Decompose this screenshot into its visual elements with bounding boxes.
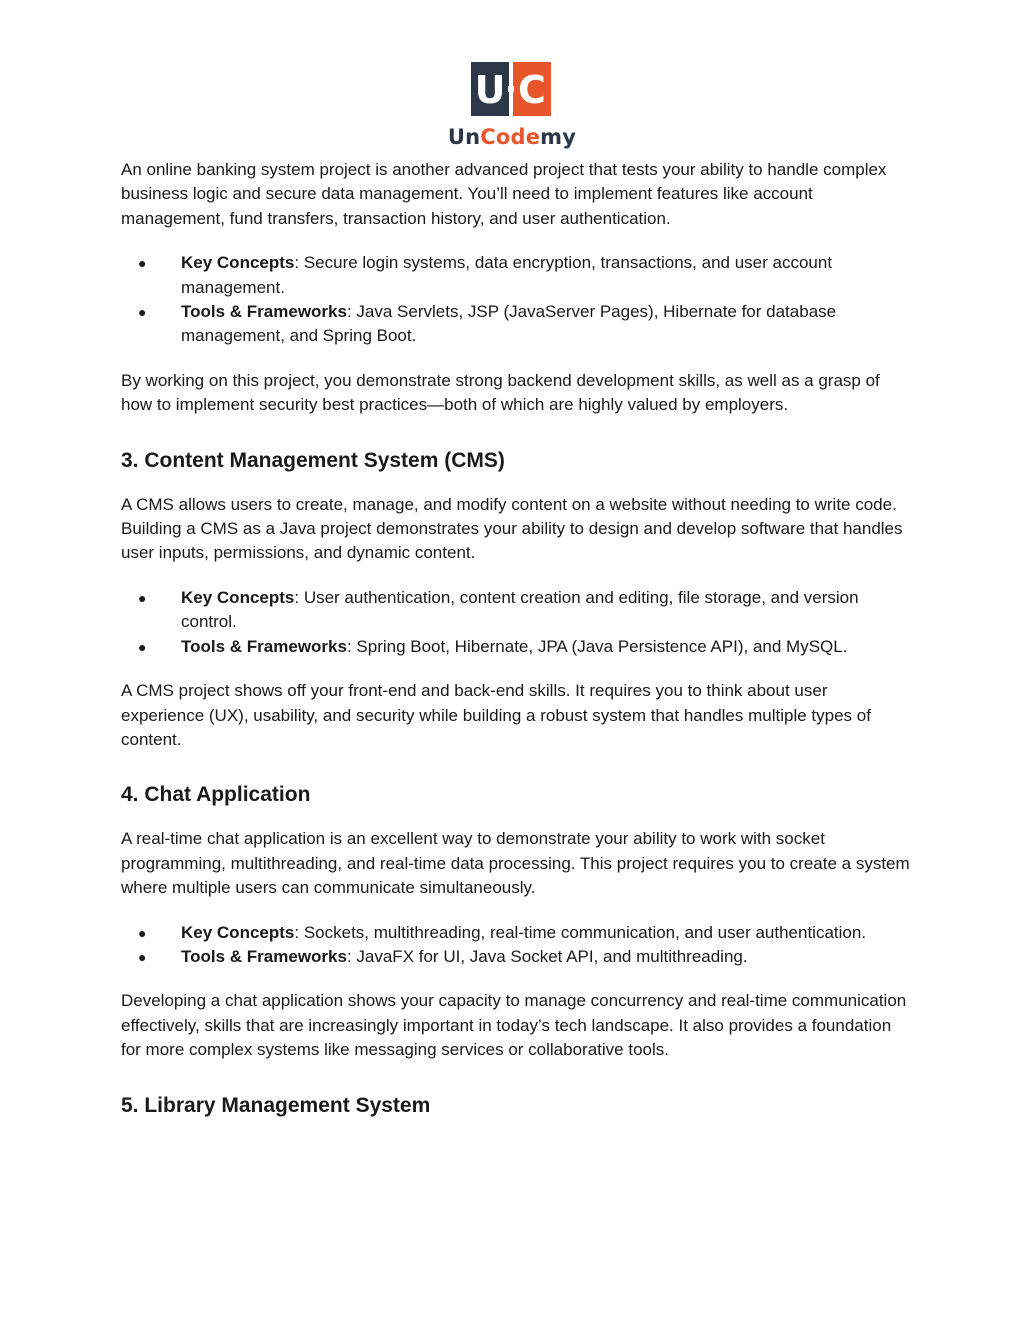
bullet-icon: ● [138,589,147,606]
document-body [121,158,911,1138]
chat-bullet-list [121,921,911,970]
list-item [121,586,911,635]
list-item [121,945,911,969]
section-heading-chat: 4. Chat Application [121,783,311,807]
bullet-label: Tools & Frameworks [181,636,347,656]
bullet-icon: ● [138,924,147,941]
list-item [121,300,911,349]
intro-summary-paragraph: By working on this project, you demonstrate strong backend development skills, as well as a grasp of how to implement security best practices—both of which are highly valued by employers. [121,370,880,415]
bullet-text: : Sockets, multithreading, real-time communication, and user authentication. [294,922,867,942]
list-item [121,635,911,659]
uc-logo-mark [471,62,551,116]
bullet-icon: ● [138,638,147,655]
bullet-icon: ● [138,255,147,272]
section-heading-library: 5. Library Management System [121,1093,431,1117]
intro-bullet-list [121,251,911,349]
bullet-text: : Java Servlets, JSP (JavaServer Pages), Hibernate for database management, and Spring Boot. [181,302,837,346]
bullet-label: Tools & Frameworks [181,946,347,966]
logo-word-part-2: Code [480,125,541,149]
section-heading-cms: 3. Content Management System (CMS) [121,448,505,472]
bullet-label: Key Concepts [181,587,295,607]
bullet-text: : User authentication, content creation and editing, file storage, and version control. [181,587,859,632]
logo-mark-left: U [474,68,506,112]
chat-summary-paragraph: Developing a chat application shows your capacity to manage concurrency and real-time communication effectively, skills that are increasingly important in today’s tech landscape. It also provides a foundation for more complex systems like messaging services or collaborative tools. [121,991,907,1060]
cms-bullet-list [121,586,911,659]
cms-summary-paragraph: A CMS project shows off your front-end and back-end skills. It requires you to think about user experience (UX), usability, and security while building a robust system that handles multiple types of content. [121,681,871,749]
uncodemy-logo [0,62,1024,152]
bullet-text: : JavaFX for UI, Java Socket API, and multithreading. [346,946,748,966]
logo-mark-right: C [518,68,546,112]
bullet-label: Key Concepts [181,922,295,942]
intro-paragraph: An online banking system project is another advanced project that tests your ability to handle complex business logic and secure data management. You’ll need to implement features like account management, fund transfers, transaction history, and user authentication. [121,160,887,228]
chat-paragraph: A real-time chat application is an excellent way to demonstrate your ability to work with socket programming, multithreading, and real-time data processing. This project requires you to create a system where multiple users can communicate simultaneously. [121,829,910,898]
logo-wordmark [0,124,1024,150]
logo-word-part-1: Un [447,125,481,149]
bullet-label: Tools & Frameworks [181,302,347,322]
logo-word-part-3: my [540,125,577,149]
list-item [121,251,911,300]
bullet-text: : Secure login systems, data encryption, transactions, and user account management. [181,253,833,297]
bullet-text: : Spring Boot, Hibernate, JPA (Java Persistence API), and MySQL. [346,636,848,656]
bullet-label: Key Concepts [181,253,295,273]
bullet-icon: ● [138,948,147,965]
cms-paragraph: A CMS allows users to create, manage, and modify content on a website without needing to write code. Building a CMS as a Java project demonstrates your ability to design and develop software that handles user inputs, permissions, and dynamic content. [121,494,903,563]
list-item [121,921,911,945]
bullet-icon: ● [138,304,147,321]
